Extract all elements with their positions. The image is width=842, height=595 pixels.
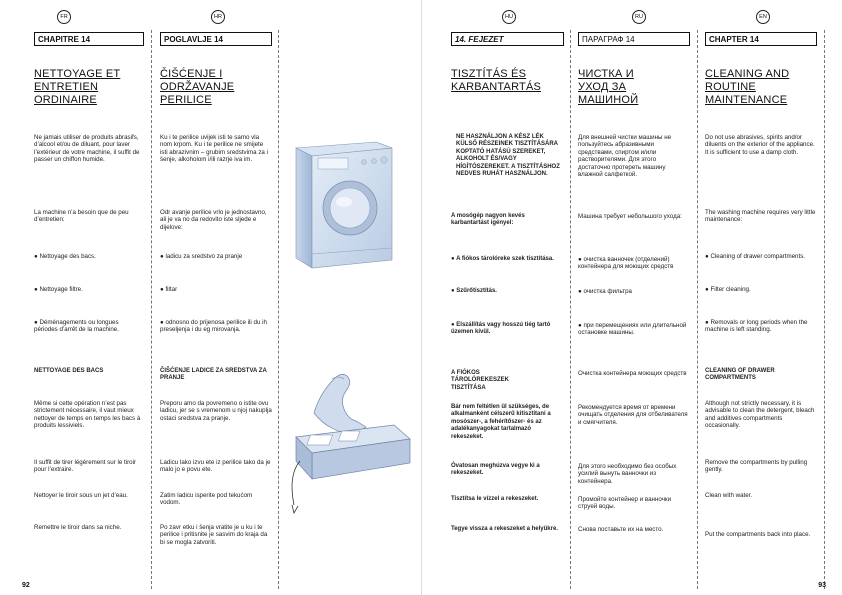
section-title: CLEANING AND ROUTINE MAINTENANCE: [705, 68, 790, 106]
paragraph: Remettre le tiroir dans sa niche.: [34, 524, 122, 531]
flag-fr: FR: [57, 10, 71, 24]
paragraph: Ne jamais utiliser de produits abrasifs, d’alcool et/ou de diluant, pour laver l’extérieur de votre machine, il suffit de passer un chiffon humide.: [34, 134, 140, 164]
paragraph: Tisztítsa le vízzel a rekeszeket.: [451, 496, 539, 502]
paragraph: Снова поставьте их на место.: [578, 526, 664, 533]
paragraph: Odr avanje perilice vrlo je jednostavno, ali je va no da redovito iste sljede e dijelove:: [160, 209, 267, 231]
list-item: ● Cleaning of drawer compartments.: [705, 253, 806, 260]
paragraph: Рекомендуется время от времени очищать отделения для отбеливателя и смягчителя.: [578, 404, 688, 426]
paragraph: Preporu amo da povremeno o istite ovu ladicu, jer se s vremenom u njoj nakuplja ostaci sredstva za pranje.: [160, 400, 272, 422]
chapter-heading: CHAPITRE 14: [34, 32, 144, 46]
list-item: ● odnosno do prijenosa perilice ili du ih preseljenja i du eg mirovanja.: [160, 319, 267, 334]
paragraph: Po zavr etku i šenja vratite je u ku i te perilice i pritisnite je sasvim do kraja da bi se mogla zatvoriti.: [160, 524, 268, 546]
list-item: ● очистка фильтра: [578, 288, 632, 295]
paragraph: Промойте контейнер и ванночки струей воды.: [578, 496, 672, 511]
detergent-drawer-illustration: [286, 365, 416, 545]
list-item: ● при перемещениях или длительной остановке машины.: [578, 322, 687, 337]
list-item: ● Elszállítás vagy hosszú tiég tartó üzemen kívül.: [451, 322, 551, 336]
flag-ru: RU: [632, 10, 646, 24]
paragraph: Do not use abrasives, spirits and/or diluents on the exterior of the appliance. It is sufficient to use a damp cloth.: [705, 134, 815, 156]
paragraph: A mosógép nagyon kevés karbantartást igényel:: [451, 213, 525, 227]
list-item: ● Filter cleaning.: [705, 286, 751, 293]
paragraph: Clean with water.: [705, 492, 753, 499]
paragraph: Ladicu lako izvu ete iz perilice tako da je malo jo e povu ete.: [160, 459, 271, 474]
flag-hr: HR: [211, 10, 225, 24]
column-divider: [278, 30, 279, 589]
paragraph: Bár nem feltétlen ül szükséges, de alkalmanként célszerű kitisztítani a mosószer-, a fehérítőszer- és az adalékanyagokat tartalmazó rekeszeket.: [451, 404, 551, 440]
list-item: ● filtar: [160, 286, 178, 293]
list-item: ● Removals or long periods when the machine is left standing.: [705, 319, 808, 334]
list-item: ● A fiókos tárolóreke szek tisztítása.: [451, 256, 554, 262]
paragraph: Для внешней чистки машины не пользуйтесь абразивными средствами, спиртом и/или растворителями. Для этого достаточно протереть машину влажной салфеткой.: [578, 134, 672, 179]
washing-machine-illustration: [284, 130, 414, 270]
column-hr: [160, 10, 272, 585]
paragraph: Для этого необходимо без особых усилий вынуть ванночки из контейнера.: [578, 463, 677, 485]
list-item: ● очистка ванночек (отделений) контейнера для моющих средств: [578, 256, 674, 271]
chapter-heading: ПАРАГРАФ 14: [578, 32, 690, 46]
chapter-heading: POGLAVLJE 14: [160, 32, 272, 46]
paragraph: NE HASZNÁLJON A KÉSZ LÉK KÜLSŐ RÉSZEINEK TISZTÍTÁSÁRA KOPTATÓ HATÁSÚ SZEREKET, ALKOHOLT ÉS/VAGY HÍGÍTÓSZEREKET. A TISZTÍTÁSHOZ NEDVES RUHÁT HASZNÁLJON.: [456, 134, 560, 178]
section-title: ČIŠĆENJE I ODRŽAVANJE PERILICE: [160, 68, 235, 106]
paragraph: Машина требует небольшого ухода:: [578, 213, 682, 220]
section-title: NETTOYAGE ET ENTRETIEN ORDINAIRE: [34, 68, 121, 106]
paragraph: La machine n’a besoin que de peu d’entretien:: [34, 209, 129, 224]
paragraph: Remove the compartments by pulling gently.: [705, 459, 808, 474]
subheading: CLEANING OF DRAWER COMPARTMENTS: [705, 368, 775, 382]
page-number-right: 93: [818, 582, 826, 589]
page-gutter: [421, 0, 422, 595]
flag-hu: HU: [502, 10, 516, 24]
paragraph: Nettoyer le tiroir sous un jet d’eau.: [34, 492, 128, 499]
subheading: NETTOYAGE DES BACS: [34, 368, 104, 374]
paragraph: Óvatosan meghúzva vegye ki a rekeszeket.: [451, 463, 540, 477]
paragraph: Il suffit de tirer légèrement sur le tiroir pour l’extraire.: [34, 459, 137, 474]
section-title: TISZTÍTÁS ÉS KARBANTARTÁS: [451, 68, 542, 93]
column-en: [705, 10, 817, 585]
subheading: ČIŠĆENJE LADICE ZA SREDSTVA ZA PRANJE: [160, 368, 267, 382]
list-item: ● ladicu za sredstvo za pranje: [160, 253, 243, 260]
paragraph: Tegye vissza a rekeszeket a helyükre.: [451, 526, 558, 532]
section-title: ЧИСТКА И УХОД ЗА МАШИНОЙ: [578, 68, 639, 106]
subheading: Очистка контейнера моющих средств: [578, 370, 687, 377]
subheading: A FIÓKOS TÁROLÓREKESZEK TISZTÍTÁSA: [451, 370, 510, 391]
column-divider: [151, 30, 152, 589]
flag-en: EN: [756, 10, 770, 24]
paragraph: Zatim ladicu isperite pod tekućom vodom.: [160, 492, 253, 507]
list-item: ● Nettoyage filtre.: [34, 286, 83, 293]
column-hu: [451, 10, 564, 585]
paragraph: Même si cette opération n’est pas strictement nécessaire, il vaut mieux nettoyer de temps en temps les bacs à produits lessiviels.: [34, 400, 141, 430]
paragraph: The washing machine requires very little maintenance:: [705, 209, 816, 224]
page-number-left: 92: [22, 582, 30, 589]
chapter-heading: CHAPTER 14: [705, 32, 817, 46]
column-divider: [697, 30, 698, 589]
chapter-heading: 14. FEJEZET: [451, 32, 564, 46]
paragraph: Put the compartments back into place.: [705, 531, 811, 538]
column-divider: [824, 30, 825, 589]
column-ru: [578, 10, 690, 585]
column-fr: [34, 10, 144, 585]
list-item: ● Déménagements ou longues périodes d’arrêt de la machine.: [34, 319, 119, 334]
column-divider: [570, 30, 571, 589]
list-item: ● Nettoyage des bacs.: [34, 253, 96, 260]
list-item: ● Szűrőtisztítás.: [451, 288, 497, 294]
paragraph: Although not strictly necessary, it is advisable to clean the detergent, bleach and additives compartments occasionally.: [705, 400, 815, 430]
paragraph: Ku i te perilice uvijek isti te samo vla nom krpom. Ku i te perilice ne smijete isti abrazivnim – grubim sredstvima za i šenje, alkoholom i/ili razrje iva im.: [160, 134, 268, 164]
